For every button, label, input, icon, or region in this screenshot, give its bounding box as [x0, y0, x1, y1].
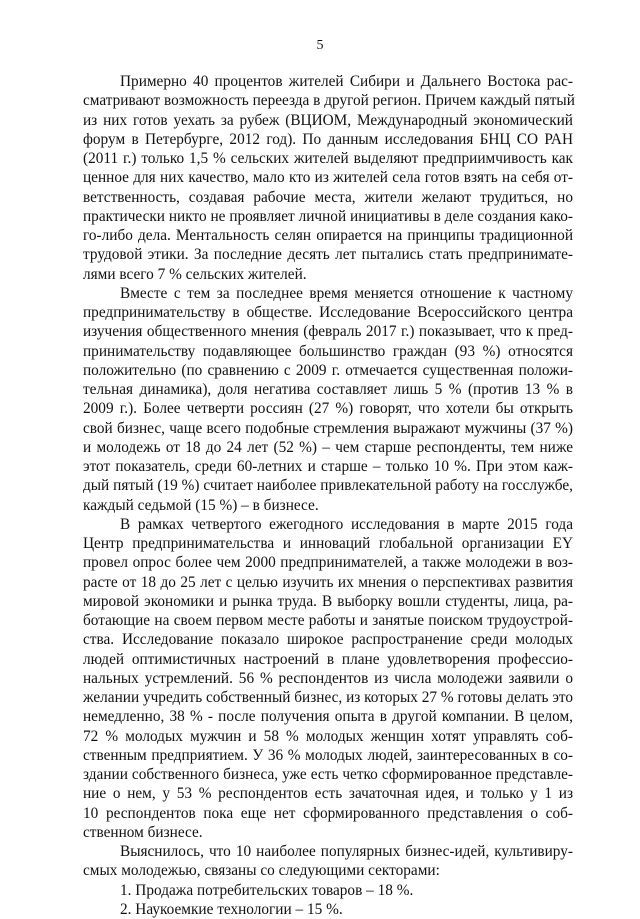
text-line: трудовой этики. За последние десять лет пытались стать предпринимате-: [83, 245, 573, 264]
text-line: ветственность, создавая рабочие места, жители желают трудиться, но: [83, 188, 573, 207]
text-line: ние о нем, у 53 % респондентов есть зачаточная идея, и только у 1 из: [83, 784, 573, 803]
text-line: нальных устремлений. 56 % респондентов из числа молодежи заявили о: [83, 669, 573, 688]
text-line: провел опрос более чем 2000 предпринимателей, а также молодежи в воз-: [83, 553, 573, 572]
text-line: 72 % молодых мужчин и 58 % молодых женщин хотят управлять соб-: [83, 727, 573, 746]
text-line: Вместе с тем за последнее время меняется отношение к частному: [83, 284, 573, 303]
text-line: ботающие на своем первом месте работы и занятые поиском трудоустрой-: [83, 611, 573, 630]
text-line: практически никто не проявляет личной инициативы в деле создания како-: [83, 207, 573, 226]
text-line: Примерно 40 процентов жителей Сибири и Дальнего Востока рас-: [83, 72, 573, 91]
text-line: расте от 18 до 25 лет с целью изучить их мнения о перспективах развития: [83, 573, 573, 592]
text-line: Центр предпринимательства и инноваций глобальной организации EY: [83, 534, 573, 553]
text-line: сматривают возможность переезда в другой регион. Причем каждый пятый: [83, 91, 573, 110]
text-line: форум в Петербурге, 2012 год). По данным исследования БНЦ СО РАН: [83, 130, 573, 149]
list-item: 2. Наукоемкие технологии – 15 %.: [83, 900, 573, 919]
body-text: [83, 72, 573, 919]
text-line: Выяснилось, что 10 наиболее популярных бизнес-идей, культивиру-: [83, 842, 573, 861]
page-number: 5: [0, 38, 640, 54]
paragraph-4: [83, 842, 573, 881]
list-item: 1. Продажа потребительских товаров – 18 %.: [83, 881, 573, 900]
numbered-list: [83, 881, 573, 919]
text-line: лями всего 7 % сельских жителей.: [83, 265, 573, 284]
text-line: ценное для них качество, мало кто из жителей села готов взять на себя от-: [83, 168, 573, 187]
text-line: 2009 г.). Более четверти россиян (27 %) говорят, что хотели бы открыть: [83, 399, 573, 418]
text-line: каждый седьмой (15 %) – в бизнесе.: [83, 496, 573, 515]
text-line: людей оптимистичных настроений в плане удовлетворения профессио-: [83, 650, 573, 669]
paragraph-1: [83, 72, 573, 284]
text-line: немедленно, 38 % - после получения опыта в другой компании. В целом,: [83, 707, 573, 726]
paragraph-2: [83, 284, 573, 515]
text-line: 10 респондентов пока еще нет сформированного представления о соб-: [83, 804, 573, 823]
text-line: этот показатель, среди 60-летних и старше – только 10 %. При этом каж-: [83, 457, 573, 476]
text-line: ственном бизнесе.: [83, 823, 573, 842]
paragraph-3: [83, 515, 573, 842]
text-line: мировой экономики и рынка труда. В выборку вошли студенты, лица, ра-: [83, 592, 573, 611]
text-line: желании учредить собственный бизнес, из которых 27 % готовы делать это: [83, 688, 573, 707]
text-line: из них готов уехать за рубеж (ВЦИОМ, Международный экономический: [83, 111, 573, 130]
text-line: ственным предприятием. У 36 % молодых людей, заинтересованных в со-: [83, 746, 573, 765]
text-line: изучения общественного мнения (февраль 2017 г.) показывает, что к пред-: [83, 322, 573, 341]
text-line: В рамках четвертого ежегодного исследования в марте 2015 года: [83, 515, 573, 534]
text-line: свой бизнес, чаще всего подобные стремления выражают мужчины (37 %): [83, 419, 573, 438]
text-line: го-либо дела. Ментальность селян опирается на принципы традиционной: [83, 226, 573, 245]
text-line: смых молодежью, связаны со следующими секторами:: [83, 861, 573, 880]
text-line: положительно (по сравнению с 2009 г. отмечается существенная положи-: [83, 361, 573, 380]
text-line: предпринимательству в обществе. Исследование Всероссийского центра: [83, 303, 573, 322]
text-line: ства. Исследование показало широкое распространение среди молодых: [83, 630, 573, 649]
text-line: здании собственного бизнеса, уже есть четко сформированное представле-: [83, 765, 573, 784]
text-line: принимательству подавляющее большинство граждан (93 %) относятся: [83, 342, 573, 361]
text-line: дый пятый (19 %) считает наиболее привлекательной работу на госслужбе,: [83, 476, 573, 495]
text-line: тельная динамика), доля негатива составляет лишь 5 % (против 13 % в: [83, 380, 573, 399]
text-line: (2011 г.) только 1,5 % сельских жителей выделяют предприимчивость как: [83, 149, 573, 168]
text-line: и молодежь от 18 до 24 лет (52 %) – чем старше респонденты, тем ниже: [83, 438, 573, 457]
